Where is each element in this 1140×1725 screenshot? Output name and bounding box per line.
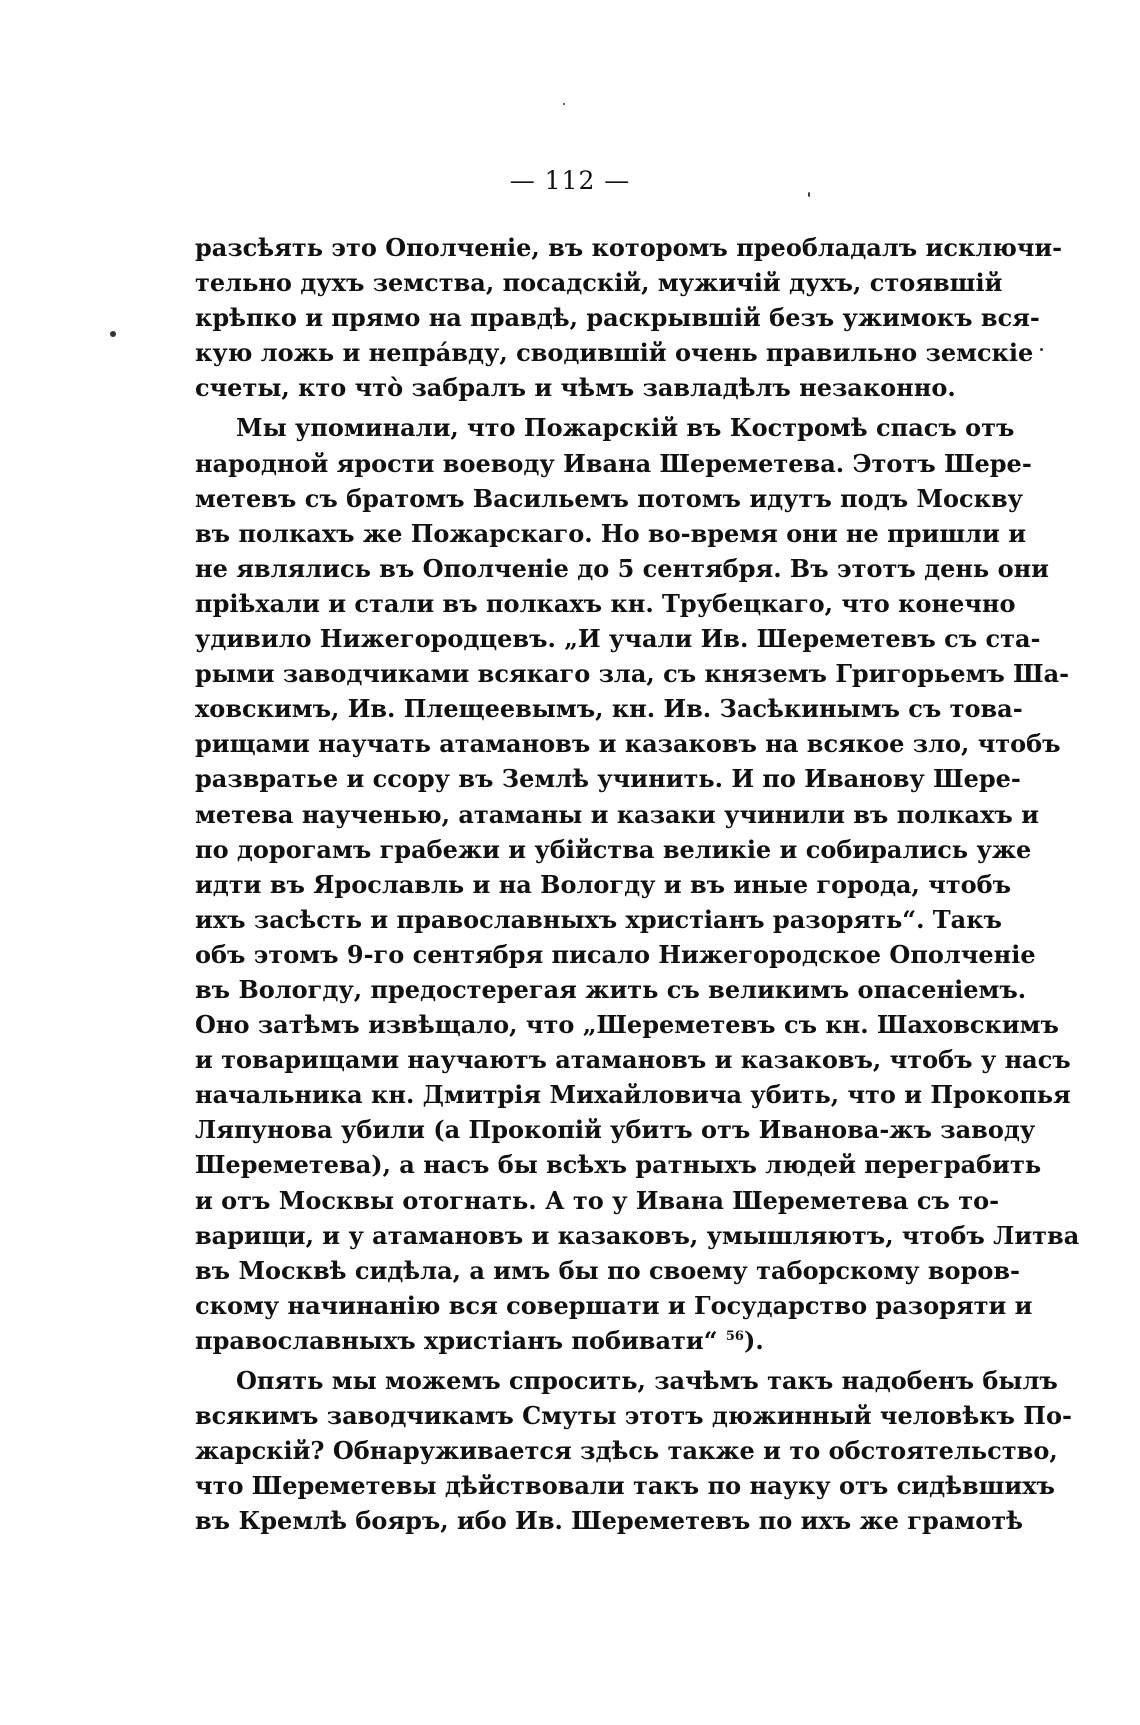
text-line: разсѣять это Ополченіе, въ которомъ преобладалъ исключи- [195,233,1063,262]
text-line: въ Москвѣ сидѣла, а имъ бы по своему таборскому воров- [195,1255,1020,1285]
text-line: Шереметева), а насъ бы всѣхъ ратныхъ людей перегрaбить [195,1150,1042,1180]
text-line: ихъ засѣсть и православныхъ христіанъ разорять“. Такъ [195,904,1002,934]
text-line: варищи, и у атамановъ и казаковъ, умышляютъ, чтобъ Литва [195,1220,1080,1250]
paragraph-1 [195,230,1063,405]
page-body [195,230,1080,1543]
paragraph-3 [195,1363,1072,1538]
text-line: крѣпко и прямо на правдѣ, раскрывшій безъ ужимокъ вся- [195,303,1040,333]
text-line: скому начинанію вся совершати и Государство разоряти и [195,1290,1033,1320]
text-line: метева наученью, атаманы и казаки учинили въ полкахъ и [195,799,1039,829]
text-line: и товарищами научаютъ атамановъ и казаковъ, чтобъ у насъ [195,1045,1071,1075]
text-line: объ этомъ 9-го сентября писало Нижегородское Ополченіе [195,939,1036,969]
page-number: — 112 — [509,166,631,195]
text-line: пріѣхали и стали въ полкахъ кн. Трубецкаго, что конечно [195,588,1016,618]
text-line: въ Кремлѣ бояръ, ибо Ив. Шереметевъ по ихъ же грамотѣ [195,1506,1023,1536]
text-line: рищами научать атамановъ и казаковъ на всякое зло, чтобъ [195,729,1061,759]
text-line: удивило Нижегородцевъ. „И учали Ив. Шереметевъ съ ста- [195,624,1041,654]
text-line: Мы упоминали, что Пожарскій въ Костромѣ спасъ отъ [236,413,1015,443]
text-line: метевъ съ братомъ Васильемъ потомъ идутъ подъ Москву [195,483,1024,513]
text-line: начальника кн. Дмитрія Михайловича убить, что и Прокопья [195,1080,1071,1110]
text-line: ховскимъ, Ив. Плещеевымъ, кн. Ив. Засѣкинымъ съ това- [195,694,1023,724]
text-line: всякимъ заводчикамъ Смуты этотъ дюжинный человѣкъ По- [195,1401,1072,1431]
closing-punctuation: ). [743,1325,764,1355]
text-line: православныхъ христіанъ побивати“ [195,1325,718,1355]
text-line: народной ярости воеводу Ивана Шереметева. Этотъ Шере- [195,448,1032,478]
text-line: Ляпунова убили (а Прокопій убитъ отъ Иванова-жъ заводу [195,1115,1036,1145]
text-line: не являлись въ Ополченіе до 5 сентября. Въ этотъ день они [195,553,1049,583]
text-line: что Шереметевы дѣйствовали такъ по науку отъ сидѣвшихъ [195,1471,1055,1501]
text-line: кую ложь и непра́вду, сводившій очень правильно земскіе [195,338,1034,368]
text-line: жарскій? Обнаруживается здѣсь также и то обстоятельство, [195,1436,1058,1466]
text-line-with-footnote [195,1323,965,1358]
text-line: въ Вологду, предостерегая жить съ великимъ опасеніемъ. [195,974,1027,1004]
scan-speck [1040,348,1043,351]
scan-speck [110,331,116,337]
footnote-reference[interactable]: 56 [725,1328,744,1344]
text-line: идти въ Ярославль и на Вологду и въ иные города, чтобъ [195,869,1012,899]
text-line: развратье и ссору въ Землѣ учинить. И по Иванову Шере- [195,764,1021,794]
text-line: Опять мы можемъ спросить, зачѣмъ такъ надобенъ былъ [236,1366,1058,1395]
text-line: рыми заводчиками всякаго зла, съ княземъ Григорьемъ Ша- [195,659,1070,689]
text-line: въ полкахъ же Пожарскаго. Но во-время они не пришли и [195,518,1026,548]
text-line: Оно затѣмъ извѣщало, что „Шереметевъ съ кн. Шаховскимъ [195,1010,1059,1040]
scan-speck [808,192,810,197]
paragraph-2 [195,410,1080,1358]
text-line: тельно духъ земства, посадскій, мужичій духъ, стоявшій [195,268,1003,298]
text-line: и отъ Москвы отогнать. А то у Ивана Шереметева съ то- [195,1185,1000,1215]
text-line: по дорогамъ грабежи и убійства великіе и собирались уже [195,834,1032,864]
scan-speck [563,103,565,105]
text-line: счеты, кто что̀ забралъ и чѣмъ завладѣлъ незаконно. [195,373,956,403]
